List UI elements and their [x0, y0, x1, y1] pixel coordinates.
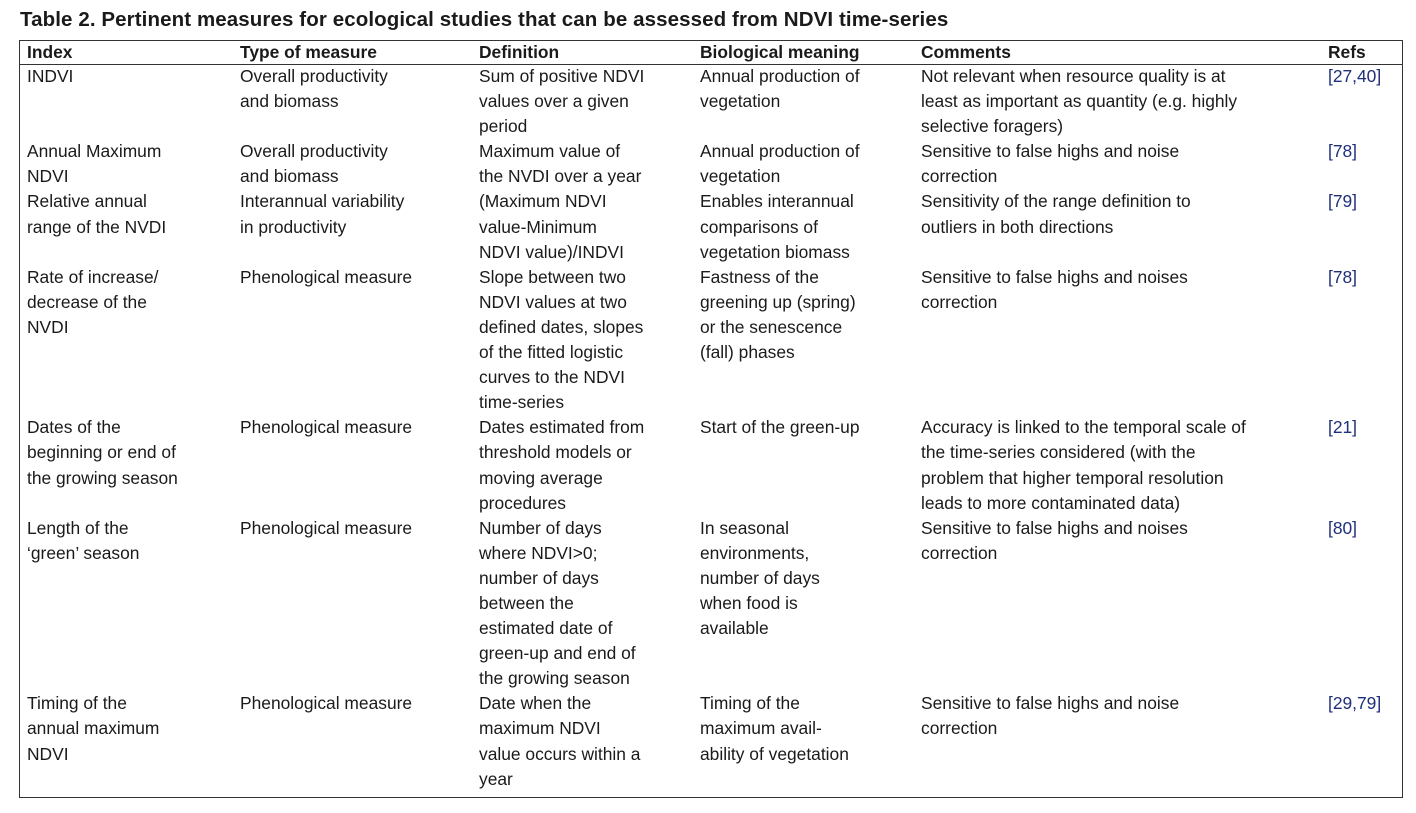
cell-text-line: Date when the — [479, 693, 592, 714]
cell-text-line: In seasonal — [700, 517, 789, 538]
cell-text-line: comparisons of — [700, 216, 818, 237]
reference-link[interactable]: [78] — [1328, 141, 1358, 162]
cell-comments — [914, 265, 1321, 416]
cell-text-line: green-up and end of — [479, 643, 636, 664]
cell-text-line: correction — [921, 166, 998, 187]
reference-link[interactable]: [79] — [1328, 191, 1358, 212]
cell-text-line: vegetation — [700, 91, 781, 112]
cell-index — [20, 691, 233, 791]
table-row — [20, 139, 1402, 189]
cell-text-line: leads to more contaminated data) — [921, 492, 1181, 513]
cell-index — [20, 189, 233, 264]
cell-definition — [472, 139, 693, 189]
cell-text-line: estimated date of — [479, 618, 613, 639]
cell-text-line: Sensitive to false highs and noises — [921, 266, 1188, 287]
cell-comments — [914, 415, 1321, 515]
table-row — [20, 691, 1402, 791]
cell-text-line: Phenological measure — [240, 517, 413, 538]
cell-text-line: correction — [921, 542, 998, 563]
cell-text-line: NDVI value)/INDVI — [479, 241, 624, 262]
table-row — [20, 189, 1402, 264]
cell-text-line: problem that higher temporal resolution — [921, 467, 1224, 488]
header-biological-meaning: Biological meaning — [700, 42, 860, 62]
cell-text-line: maximum avail- — [700, 718, 822, 739]
cell-refs — [1321, 516, 1402, 692]
cell-definition — [472, 516, 693, 692]
cell-text-line: time-series — [479, 392, 565, 413]
cell-text-line: selective foragers) — [921, 116, 1064, 137]
header-index: Index — [27, 42, 73, 62]
cell-text-line: threshold models or — [479, 442, 632, 463]
cell-text-line: least as important as quantity (e.g. highly — [921, 91, 1238, 112]
cell-text-line: value-Minimum — [479, 216, 597, 237]
cell-comments — [914, 189, 1321, 264]
cell-type-of-measure — [233, 189, 472, 264]
cell-text-line: NDVI — [27, 166, 69, 187]
cell-text-line: or the senescence — [700, 316, 843, 337]
table-row — [20, 64, 1402, 139]
table-row — [20, 265, 1402, 416]
cell-comments — [914, 691, 1321, 791]
cell-text-line: Accuracy is linked to the temporal scale of — [921, 417, 1246, 438]
cell-text-line: the growing season — [479, 668, 630, 689]
cell-refs — [1321, 139, 1402, 189]
cell-text-line: and biomass — [240, 166, 339, 187]
table-row — [20, 415, 1402, 515]
cell-text-line: Start of the green-up — [700, 417, 860, 438]
cell-text-line: ‘green’ season — [27, 542, 140, 563]
cell-biological-meaning — [693, 415, 914, 515]
cell-text-line: Overall productivity — [240, 66, 388, 86]
cell-text-line: Sensitivity of the range definition to — [921, 191, 1191, 212]
cell-text-line: Sum of positive NDVI — [479, 66, 645, 86]
cell-text-line: Phenological measure — [240, 266, 413, 287]
reference-link[interactable]: [80] — [1328, 517, 1358, 538]
cell-refs — [1321, 265, 1402, 416]
cell-text-line: INDVI — [27, 66, 74, 86]
cell-definition — [472, 691, 693, 791]
cell-text-line: ability of vegetation — [700, 743, 849, 764]
cell-text-line: Relative annual — [27, 191, 147, 212]
cell-text-line: number of days — [700, 567, 820, 588]
cell-text-line: NDVI — [27, 743, 69, 764]
cell-refs — [1321, 691, 1402, 791]
cell-text-line: environments, — [700, 542, 810, 563]
header-comments: Comments — [921, 42, 1011, 62]
cell-type-of-measure — [233, 139, 472, 189]
cell-comments — [914, 516, 1321, 692]
cell-text-line: between the — [479, 592, 574, 613]
reference-link[interactable]: [21] — [1328, 417, 1358, 438]
table-body — [20, 64, 1402, 792]
cell-biological-meaning — [693, 139, 914, 189]
table-row — [20, 516, 1402, 692]
ndvi-measures-table — [20, 41, 1402, 792]
cell-biological-meaning — [693, 265, 914, 416]
cell-text-line: values over a given — [479, 91, 629, 112]
cell-text-line: Phenological measure — [240, 693, 413, 714]
cell-type-of-measure — [233, 265, 472, 416]
cell-text-line: vegetation biomass — [700, 241, 850, 262]
cell-text-line: Annual production of — [700, 141, 860, 162]
cell-text-line: annual maximum — [27, 718, 160, 739]
cell-text-line: Overall productivity — [240, 141, 388, 162]
cell-text-line: number of days — [479, 567, 599, 588]
cell-text-line: beginning or end of — [27, 442, 176, 463]
cell-text-line: range of the NVDI — [27, 216, 167, 237]
table-header-row — [20, 41, 1402, 64]
header-definition: Definition — [479, 42, 560, 62]
table-caption: Table 2. Pertinent measures for ecological studies that can be assessed from NDVI time-series — [20, 8, 949, 31]
cell-text-line: value occurs within a — [479, 743, 641, 764]
cell-comments — [914, 64, 1321, 139]
reference-link[interactable]: [27,40] — [1328, 66, 1382, 86]
cell-definition — [472, 265, 693, 416]
cell-text-line: Sensitive to false highs and noises — [921, 517, 1188, 538]
cell-text-line: Dates of the — [27, 417, 121, 438]
reference-link[interactable]: [29,79] — [1328, 693, 1382, 714]
cell-text-line: Phenological measure — [240, 417, 413, 438]
cell-definition — [472, 64, 693, 139]
cell-comments — [914, 139, 1321, 189]
cell-text-line: period — [479, 116, 528, 137]
cell-text-line: vegetation — [700, 166, 781, 187]
cell-text-line: Interannual variability — [240, 191, 405, 212]
cell-biological-meaning — [693, 189, 914, 264]
cell-text-line: outliers in both directions — [921, 216, 1114, 237]
cell-text-line: year — [479, 768, 513, 789]
cell-text-line: Length of the — [27, 517, 129, 538]
cell-refs — [1321, 189, 1402, 264]
cell-text-line: Number of days — [479, 517, 602, 538]
cell-text-line: NVDI — [27, 316, 69, 337]
cell-text-line: Enables interannual — [700, 191, 854, 212]
header-type-of-measure: Type of measure — [240, 42, 377, 62]
cell-text-line: the NVDI over a year — [479, 166, 642, 187]
cell-text-line: Annual production of — [700, 66, 860, 86]
cell-refs — [1321, 64, 1402, 139]
cell-text-line: available — [700, 618, 769, 639]
cell-type-of-measure — [233, 64, 472, 139]
cell-text-line: Timing of the — [27, 693, 127, 714]
cell-text-line: (Maximum NDVI — [479, 191, 607, 212]
cell-biological-meaning — [693, 64, 914, 139]
cell-text-line: the growing season — [27, 467, 178, 488]
cell-text-line: decrease of the — [27, 291, 147, 312]
cell-index — [20, 265, 233, 416]
cell-text-line: defined dates, slopes — [479, 316, 644, 337]
cell-type-of-measure — [233, 415, 472, 515]
cell-text-line: Dates estimated from — [479, 417, 645, 438]
reference-link[interactable]: [78] — [1328, 266, 1358, 287]
cell-text-line: when food is — [700, 592, 798, 613]
cell-text-line: in productivity — [240, 216, 347, 237]
cell-index — [20, 516, 233, 692]
cell-text-line: NDVI values at two — [479, 291, 627, 312]
cell-text-line: Timing of the — [700, 693, 800, 714]
cell-text-line: procedures — [479, 492, 567, 513]
cell-definition — [472, 189, 693, 264]
cell-biological-meaning — [693, 516, 914, 692]
cell-text-line: of the fitted logistic — [479, 342, 624, 363]
cell-text-line: Rate of increase/ — [27, 266, 159, 287]
cell-text-line: correction — [921, 291, 998, 312]
cell-index — [20, 415, 233, 515]
cell-text-line: Maximum value of — [479, 141, 621, 162]
cell-index — [20, 139, 233, 189]
cell-text-line: where NDVI>0; — [479, 542, 598, 563]
cell-type-of-measure — [233, 691, 472, 791]
cell-index — [20, 64, 233, 139]
cell-text-line: and biomass — [240, 91, 339, 112]
cell-text-line: correction — [921, 718, 998, 739]
cell-text-line: maximum NDVI — [479, 718, 601, 739]
cell-text-line: moving average — [479, 467, 603, 488]
cell-type-of-measure — [233, 516, 472, 692]
cell-text-line: (fall) phases — [700, 342, 795, 363]
cell-text-line: Sensitive to false highs and noise — [921, 141, 1180, 162]
cell-definition — [472, 415, 693, 515]
cell-text-line: Not relevant when resource quality is at — [921, 66, 1226, 86]
cell-text-line: Sensitive to false highs and noise — [921, 693, 1180, 714]
cell-text-line: Fastness of the — [700, 266, 819, 287]
cell-text-line: curves to the NDVI — [479, 367, 625, 388]
cell-text-line: the time-series considered (with the — [921, 442, 1196, 463]
cell-text-line: Slope between two — [479, 266, 626, 287]
cell-text-line: Annual Maximum — [27, 141, 162, 162]
cell-refs — [1321, 415, 1402, 515]
header-refs: Refs — [1328, 42, 1366, 62]
cell-text-line: greening up (spring) — [700, 291, 856, 312]
cell-biological-meaning — [693, 691, 914, 791]
